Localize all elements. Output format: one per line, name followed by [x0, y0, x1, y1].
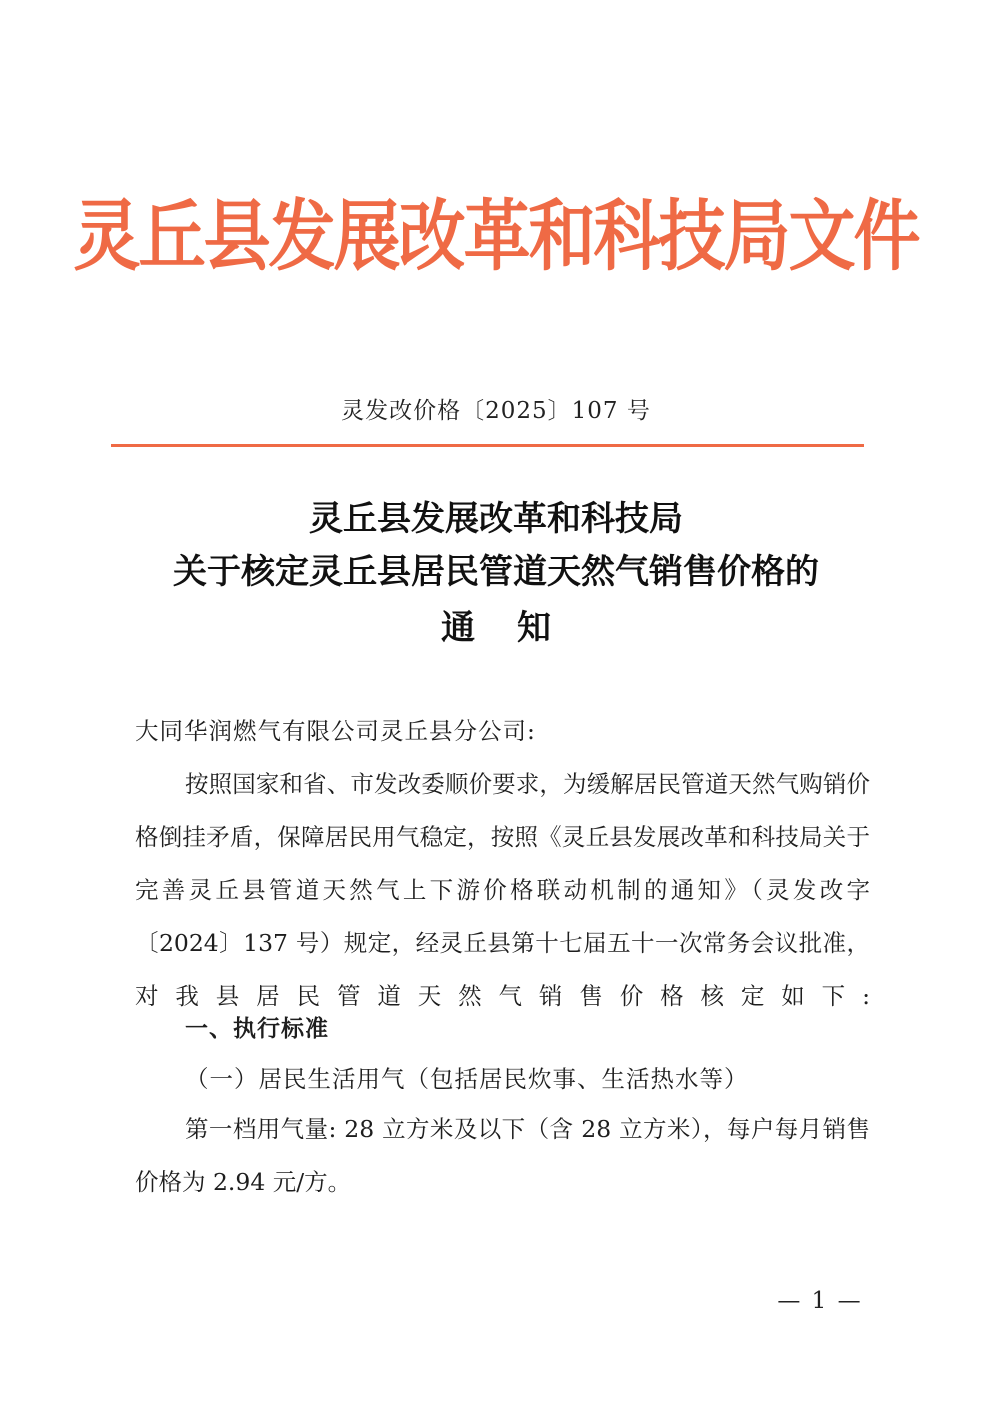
title-line-1: 灵丘县发展改革和科技局 [309, 499, 683, 539]
document-number: 灵发改价格〔2025〕107 号 [341, 398, 651, 424]
subsection-heading: （一）居民生活用气（包括居民炊事、生活热水等） [185, 1065, 749, 1093]
body-paragraph: 按照国家和省、市发改委顺价要求，为缓解居民管道天然气购销价格倒挂矛盾，保障居民用气稳定，按照《灵丘县发展改革和科技局关于完善灵丘县管道天然气上下游价格联动机制的通知》（灵发改字〔2024〕137 号）规定，经灵丘县第十七届五十一次常务会议批准，对我县居民管道天然气销售价格核定如下: [135, 770, 870, 1010]
red-divider [111, 444, 864, 447]
title-line-3: 通知 [441, 608, 593, 648]
page-number: — 1 — [777, 1288, 863, 1314]
issuer-banner: 灵丘县发展改革和科技局文件 [73, 191, 919, 282]
addressee: 大同华润燃气有限公司灵丘县分公司: [135, 717, 536, 745]
tier-one-paragraph: 第一档用气量: 28 立方米及以下（含 28 立方米），每户每月销售价格为 2.94 元/方。 [135, 1115, 870, 1196]
title-line-2: 关于核定灵丘县居民管道天然气销售价格的 [173, 552, 819, 592]
section-heading: 一、执行标准 [185, 1016, 329, 1042]
